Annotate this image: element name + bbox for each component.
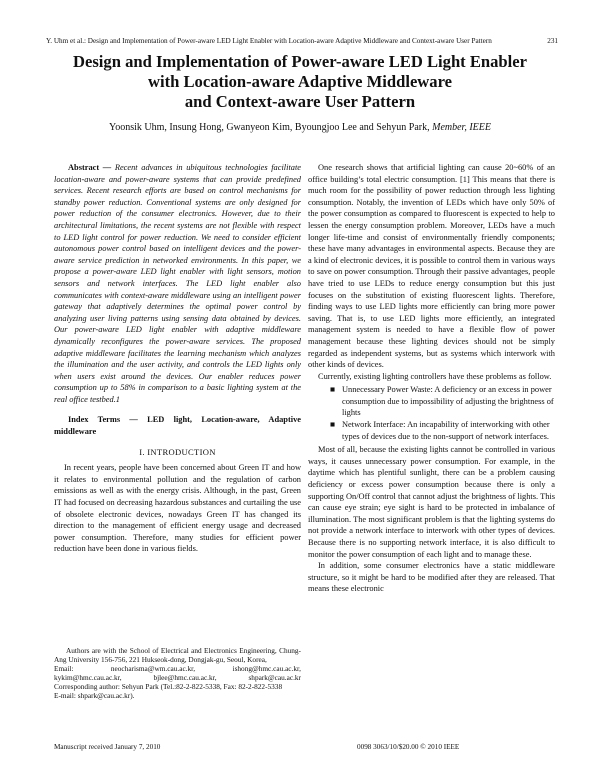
intro-paragraph: In recent years, people have been concerned about Green IT and how it relates to environmental pollution and the regulation of carbon emissions as well as with the energy crisis. Although, in the past, Green IT had focused on decreasing hazardous substances and curtailing the use of obsolete electronic devices, nowadays Green IT has changed its direction to the management of efficient energy usage and decreased power consumption. Therefore, many studies for efficient power reduction have been done in various fields. bbox=[54, 463, 301, 554]
title-line-1: Design and Implementation of Power-aware LED Light Enabler bbox=[72, 52, 528, 71]
right-paragraph-1: One research shows that artificial lighting can cause 20~60% of an office building’s total electric consumption. [1] This means that there is much room for the possibility of power reduction through less lighting consumption. Notably, the invention of LEDs which have only 50% of the power consumption as compared to fluorescent is expected to help to lessen the energy consumption problem. Moreover, LEDs have a much longer life-time and consist of environmentally friendly components; these have many advantages in environmental aspects. Because they are a kind of electronic devices, it is possible to control them in various ways to save on power consumption. Through their passive advantages, people have tried to use LEDs to reduce energy consumption but this just focuses on the substitution of existing fluorescent lights. Therefore, finding ways to use LED lights more efficiently can bring more power saving. That is, to use LED lights more efficiently, an integrated management system is needed to have a flexible flow of power management because these lighting devices should not be simply regarded as independent systems, but as systems which interwork with other kinds of devices. bbox=[308, 163, 555, 370]
right-column bbox=[308, 162, 555, 595]
footnote-corresponding: Corresponding author: Sehyun Park (Tel.:82-2-822-5338, Fax: 82-2-822-5338 bbox=[54, 682, 283, 691]
footnote-email-row-2 bbox=[54, 673, 301, 682]
author-names: Yoonsik Uhm, Insung Hong, Gwanyeon Kim, Byoungjoo Lee and Sehyun Park, bbox=[108, 122, 430, 133]
index-terms: Index Terms — LED light, Location-aware, Adaptive middleware bbox=[54, 415, 301, 437]
footnote-affiliation: Authors are with the School of Electrical and Electronics Engineering, Chung-Ang University 156-756, 221 Hukseok-dong, Dongjak-gu, Seoul, Korea, bbox=[54, 646, 301, 664]
problem-list-item bbox=[308, 384, 555, 419]
author-line bbox=[30, 122, 570, 133]
abstract bbox=[54, 162, 301, 405]
footnote-email-3: kykim@hmc.cau.ac.kr, bbox=[54, 673, 122, 682]
bullet-icon: ■ bbox=[330, 420, 336, 430]
right-paragraph-2: Currently, existing lighting controllers have these problems as follow. bbox=[318, 371, 552, 381]
right-paragraph-3: Most of all, because the existing lights cannot be controlled in various ways, it causes unnecessary power consumption. For example, in the daytime which has plentiful sunlight, there can be a problem causing deficiency or excess power consumption because there is only a supporting On/Off control that cannot adjust the brightness of lights. This can cause eye strain; eye sight is hard to be protected in imbalance of illumination. The most significant problem is that the lighting systems do not provide a network interface to interwork with other types of devices. Because there is no supporting network interface, it is also difficult to monitor the power consumption of each light and to manage these. bbox=[308, 445, 555, 559]
abstract-text: Recent advances in ubiquitous technologies facilitate location-aware and power-aware systems that can provide predefined services. Recent research efforts are based on control mechanisms for standby power reduction. Conventional systems are only designed for power reduction of the consumer electronics. However, due to their architectural limitations, the recent systems are not flexible with respect to LED light control for power reduction. We need to consider efficient autonomous power control based on intelligent devices and the power-aware service prediction in networked environments. In this paper, we propose a power-aware LED light enabler with light sensors, motion sensors and network interfaces. The LED light enabler also communicates with context-aware middleware using an intelligent power gateway that adaptively determines the optimal power control by analyzing user living patterns using sensing data obtained by devices. Our power-aware LED light enabler with adaptive middleware dynamically reconfigures the power-aware services. The proposed adaptive middleware facilitates the learning mechanism which analyzes the illumination and the user activity, and controls the LED lights only when users exist around the devices. Our enabler reduces power consumption up to 58% in comparison to a basic lighting system at the real office testbed. bbox=[54, 163, 302, 404]
section-heading-introduction: I. INTRODUCTION bbox=[139, 446, 216, 457]
author-footnote bbox=[54, 646, 301, 700]
title-line-2: with Location-aware Adaptive Middleware bbox=[147, 72, 453, 91]
manuscript-received: Manuscript received January 7, 2010 bbox=[54, 743, 161, 751]
running-head-text: Y. Uhm et al.: Design and Implementation of Power-aware LED Light Enabler with Location-aware Adaptive Middleware and Context-aware User Pattern bbox=[46, 37, 492, 45]
right-paragraph-4: In addition, some consumer electronics have a static middleware structure, so it might be hard to be modified after they are released. That means these electronic bbox=[308, 561, 555, 594]
author-membership: Member, IEEE bbox=[432, 122, 491, 133]
abstract-lead: Abstract — bbox=[68, 163, 112, 172]
footnote-email-2: ishong@hmc.cau.ac.kr, bbox=[232, 664, 301, 673]
footnote-email-row-1 bbox=[54, 664, 301, 673]
copyright-line: 0098 3063/10/$20.00 © 2010 IEEE bbox=[357, 743, 460, 751]
bullet-icon: ■ bbox=[330, 385, 336, 395]
title-line-3: and Context-aware User Pattern bbox=[184, 92, 416, 111]
problem-text-1: Unnecessary Power Waste: A deficiency or an excess in power consumption due to impossibility of adjusting the brightness of lights bbox=[342, 385, 554, 418]
footnote-corresponding-email: E-mail: shpark@cau.ac.kr). bbox=[54, 691, 135, 700]
running-head bbox=[46, 37, 558, 45]
left-column bbox=[54, 162, 301, 555]
footnote-email-label: Email: bbox=[54, 664, 74, 673]
abstract-footnote-mark: 1 bbox=[115, 394, 120, 404]
paper-title bbox=[30, 52, 570, 112]
page-number: 231 bbox=[547, 37, 558, 45]
footnote-email-5: shpark@cau.ac.kr bbox=[248, 673, 301, 682]
footnote-email-4: bjlee@hmc.cau.ac.kr, bbox=[153, 673, 217, 682]
problem-list bbox=[308, 384, 555, 442]
problem-text-2: Network Interface: An incapability of interworking with other types of devices due to the non-support of network interfaces. bbox=[342, 420, 550, 441]
footnote-email-1: neocharisma@wm.cau.ac.kr, bbox=[110, 664, 196, 673]
problem-list-item bbox=[308, 419, 555, 442]
